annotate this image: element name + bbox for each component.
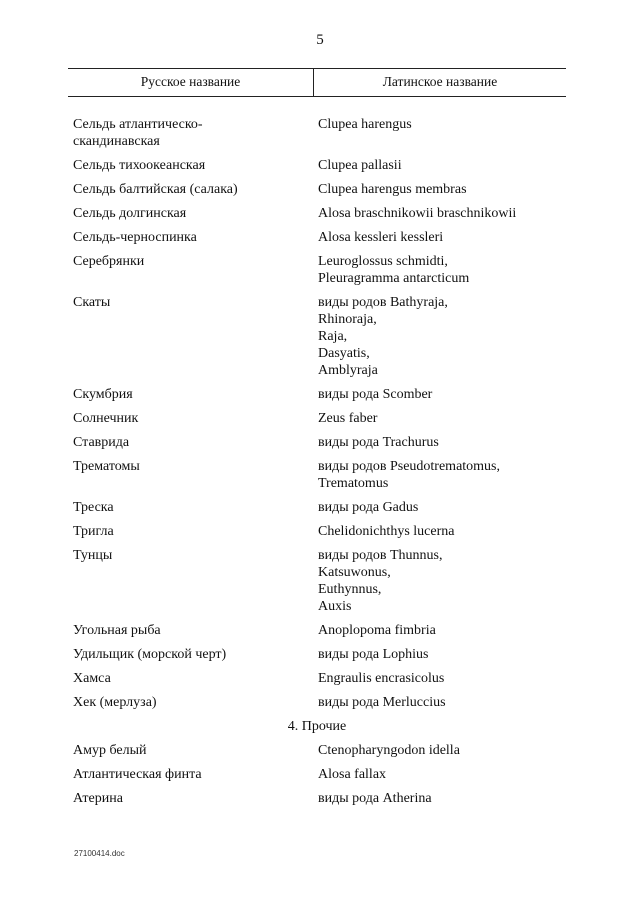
latin-name-cell: виды рода Gadus: [318, 500, 419, 515]
russian-name-cell: Сельдь долгинская: [73, 206, 187, 221]
latin-name-cell: виды родов Thunnus, Katsuwonus, Euthynnus, Auxis: [318, 548, 443, 614]
russian-name-cell: Тригла: [73, 524, 114, 539]
russian-name-cell: Треска: [73, 500, 114, 515]
latin-name-cell: Anoplopoma fimbria: [318, 623, 436, 638]
latin-name-cell: Alosa fallax: [318, 767, 387, 782]
russian-name-cell: Сельдь балтийская (салака): [73, 182, 238, 197]
latin-name-cell: виды рода Atherina: [318, 791, 432, 806]
table-row: [68, 205, 566, 222]
table-body: [68, 116, 566, 807]
latin-name-cell: Leuroglossus schmidti, Pleuragramma antarcticum: [318, 254, 470, 286]
table-row: [68, 670, 566, 687]
table-row: [68, 499, 566, 516]
species-table: [68, 68, 566, 814]
russian-name-cell: Угольная рыба: [73, 623, 161, 638]
latin-name-cell: виды рода Scomber: [318, 387, 433, 402]
russian-name-cell: Атерина: [73, 791, 123, 806]
document-footer-id: 27100414.doc: [74, 849, 125, 858]
section-title: 4. Прочие: [287, 719, 347, 734]
latin-name-cell: виды родов Bathyraja, Rhinoraja, Raja, Dasyatis, Amblyraja: [318, 295, 448, 378]
table-row: [68, 294, 566, 379]
russian-name-cell: Серебрянки: [73, 254, 145, 269]
latin-name-cell: Engraulis encrasicolus: [318, 671, 445, 686]
table-row: [68, 622, 566, 639]
header-latin-name: Латинское название: [382, 74, 498, 89]
table-row: [68, 458, 566, 492]
latin-name-cell: Clupea pallasii: [318, 158, 402, 173]
latin-name-cell: виды родов Pseudotrematomus, Trematomus: [318, 459, 501, 491]
latin-name-cell: Alosa kessleri kessleri: [318, 230, 444, 245]
table-row: [68, 116, 566, 150]
table-row: [68, 766, 566, 783]
russian-name-cell: Ставрида: [73, 435, 130, 450]
table-row: [68, 229, 566, 246]
latin-name-cell: Clupea harengus membras: [318, 182, 467, 197]
latin-name-cell: Ctenopharyngodon idella: [318, 743, 460, 758]
russian-name-cell: Сельдь атлантическо- скандинавская: [73, 117, 203, 149]
russian-name-cell: Солнечник: [73, 411, 139, 426]
russian-name-cell: Сельдь-черноспинка: [73, 230, 197, 245]
table-row: [68, 523, 566, 540]
table-row: [68, 742, 566, 759]
latin-name-cell: виды рода Merluccius: [318, 695, 446, 710]
table-row: [68, 646, 566, 663]
table-row: [68, 547, 566, 615]
table-row: [68, 181, 566, 198]
table-row: [68, 694, 566, 711]
russian-name-cell: Скаты: [73, 295, 111, 310]
table-row: [68, 157, 566, 174]
table-row: [68, 434, 566, 451]
latin-name-cell: Zeus faber: [318, 411, 378, 426]
latin-name-cell: Clupea harengus: [318, 117, 412, 132]
russian-name-cell: Хек (мерлуза): [73, 695, 157, 710]
russian-name-cell: Удильщик (морской черт): [73, 647, 227, 662]
table-row: [68, 253, 566, 287]
header-russian-name: Русское название: [140, 74, 241, 89]
page-number: 5: [316, 32, 324, 48]
table-rows-main: [68, 116, 566, 711]
russian-name-cell: Хамса: [73, 671, 111, 686]
russian-name-cell: Трематомы: [73, 459, 140, 474]
table-row: [68, 790, 566, 807]
table-header: [68, 68, 566, 97]
table-row: [68, 386, 566, 403]
russian-name-cell: Сельдь тихоокеанская: [73, 158, 206, 173]
russian-name-cell: Тунцы: [73, 548, 113, 563]
russian-name-cell: Амур белый: [73, 743, 147, 758]
latin-name-cell: виды рода Lophius: [318, 647, 429, 662]
table-rows-section: [68, 742, 566, 807]
latin-name-cell: Chelidonichthys lucerna: [318, 524, 455, 539]
latin-name-cell: виды рода Trachurus: [318, 435, 439, 450]
latin-name-cell: Alosa braschnikowii braschnikowii: [318, 206, 517, 221]
russian-name-cell: Атлантическая финта: [73, 767, 202, 782]
russian-name-cell: Скумбрия: [73, 387, 133, 402]
table-row: [68, 410, 566, 427]
